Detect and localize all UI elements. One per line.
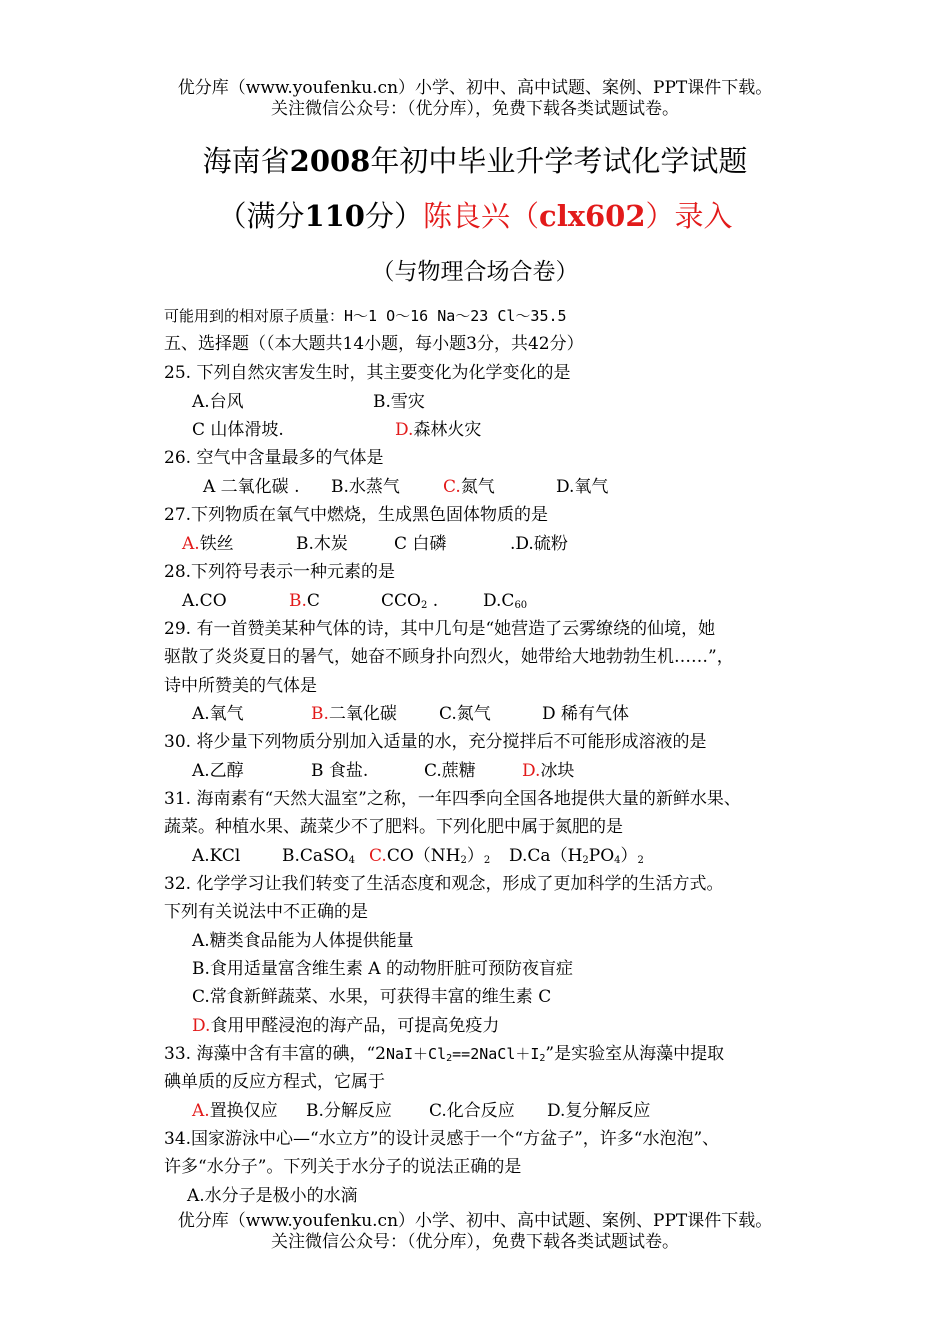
option-text: CO（NH — [386, 846, 461, 866]
question-26-option-b: B.水蒸气 — [331, 477, 400, 497]
stem-text: 33. 海藻中含有丰富的碘，“2 — [164, 1044, 386, 1064]
question-30-option-b: B 食盐. — [311, 761, 369, 781]
answer-letter: D. — [192, 1016, 211, 1036]
answer-letter: C. — [369, 846, 387, 866]
question-31-option-c — [369, 845, 490, 867]
question-28-option-c — [381, 590, 438, 612]
option-text: 氮气 — [460, 477, 495, 497]
option-text: 冰块 — [540, 761, 575, 781]
option-text: C — [306, 591, 320, 611]
option-text: PO — [588, 846, 615, 866]
question-27-option-a — [182, 533, 234, 555]
subtitle-part: 分） — [365, 199, 424, 233]
option-text: D.Ca（H — [509, 846, 583, 866]
question-29-stem-line-1: 29. 有一首赞美某种气体的诗，其中几句是“她营造了云雾缭绕的仙境，她 — [164, 619, 716, 639]
question-26-stem: 26. 空气中含量最多的气体是 — [164, 448, 384, 468]
question-29-option-b — [311, 703, 397, 725]
subscript: 2 — [539, 1053, 546, 1064]
question-29-option-c: C.氮气 — [439, 704, 491, 724]
question-33-option-a — [192, 1100, 278, 1122]
title-part: 海南省 — [202, 144, 290, 178]
question-30-option-c: C.蔗糖 — [424, 761, 476, 781]
question-32-option-b: B.食用适量富含维生素 A 的动物肝脏可预防夜盲症 — [192, 959, 573, 979]
question-28-option-d — [483, 590, 527, 612]
atomic-mass-text: 可能用到的相对原子质量：H～1 O～16 Na～23 Cl～35.5 — [164, 307, 567, 325]
question-25-option-d — [395, 419, 481, 441]
subtitle-part: （满分 — [217, 199, 305, 233]
option-text: ） — [620, 846, 638, 866]
option-text: 置换仅应 — [209, 1101, 278, 1121]
question-30-option-d — [522, 760, 574, 782]
stem-text: ”是实验室从海藻中提取 — [545, 1044, 725, 1064]
question-34-option-a: A.水分子是极小的水滴 — [187, 1186, 358, 1206]
question-25-stem: 25. 下列自然灾害发生时，其主要变化为化学变化的是 — [164, 363, 571, 383]
question-26-option-a: A 二氧化碳 . — [203, 477, 300, 497]
question-32-option-c: C.常食新鲜蔬菜、水果，可获得丰富的维生素 C — [192, 987, 552, 1007]
subscript: 60 — [514, 600, 528, 611]
question-32-stem-line-2: 下列有关说法中不正确的是 — [164, 902, 368, 922]
page-title — [0, 143, 950, 179]
option-text: D.C — [483, 591, 515, 611]
question-29-stem-line-3: 诗中所赞美的气体是 — [164, 676, 317, 696]
option-text: 铁丝 — [199, 534, 234, 554]
option-text: 二氧化碳 — [328, 704, 397, 724]
equation-part: NaI＋Cl — [385, 1045, 447, 1063]
question-33-option-d: D.复分解反应 — [547, 1101, 651, 1121]
subscript: 2 — [460, 855, 467, 866]
question-31-option-d — [509, 845, 644, 867]
editor-credit-end: ）录入 — [645, 199, 733, 233]
question-26-option-d: D.氧气 — [556, 477, 609, 497]
answer-letter: B. — [289, 591, 307, 611]
answer-letter: D. — [395, 420, 414, 440]
reaction-equation — [386, 1045, 545, 1063]
question-33-stem-line-1 — [164, 1043, 724, 1065]
question-31-option-a: A.KCl — [192, 846, 241, 866]
answer-letter: D. — [522, 761, 541, 781]
page-subtitle — [0, 198, 950, 234]
question-31-stem-line-2: 蔬菜。种植水果、蔬菜少不了肥料。下列化肥中属于氮肥的是 — [164, 817, 623, 837]
question-25-option-c: C 山体滑坡. — [192, 420, 284, 440]
question-27-option-d: .D.硫粉 — [510, 534, 568, 554]
title-part: 年初中毕业升学考试化学试题 — [370, 144, 748, 178]
question-30-stem: 30. 将少量下列物质分别加入适量的水，充分搅拌后不可能形成溶液的是 — [164, 732, 707, 752]
option-text: 森林火灾 — [413, 420, 482, 440]
question-31-stem-line-1: 31. 海南素有“天然大温室”之称，一年四季向全国各地提供大量的新鲜水果、 — [164, 789, 741, 809]
question-27-stem: 27.下列物质在氧气中燃烧，生成黑色固体物质的是 — [164, 505, 549, 525]
subscript: 2 — [637, 855, 644, 866]
question-28-option-b — [289, 590, 320, 612]
question-29-option-a: A.氧气 — [192, 704, 244, 724]
title-year: 2008 — [289, 144, 371, 178]
question-28-option-a: A.CO — [182, 591, 227, 611]
editor-credit: 陈良兴（ — [423, 199, 540, 233]
subscript: 4 — [614, 855, 621, 866]
option-text: . — [427, 591, 439, 611]
question-33-stem-line-2: 碘单质的反应方程式，它属于 — [164, 1072, 385, 1092]
question-33-option-c: C.化合反应 — [429, 1101, 515, 1121]
question-25-option-a: A.台风 — [192, 392, 244, 412]
footer-line-2: 关注微信公众号：（优分库），免费下载各类试题试卷。 — [271, 1232, 679, 1252]
answer-letter: C. — [443, 477, 461, 497]
subtitle-score: 110 — [304, 199, 365, 233]
answer-letter: B. — [311, 704, 329, 724]
option-text: 食用甲醛浸泡的海产品，可提高免疫力 — [210, 1016, 500, 1036]
subscript: 2 — [582, 855, 589, 866]
question-32-option-d — [192, 1015, 499, 1037]
subscript: 2 — [446, 1053, 453, 1064]
equation-part: ==2NaCl＋I — [452, 1045, 540, 1063]
question-29-stem-line-2: 驱散了炎炎夏日的暑气，她奋不顾身扑向烈火，她带给大地勃勃生机……”， — [164, 647, 734, 667]
section-heading: 五、选择题（（本大题共14小题，每小题3分，共42分） — [164, 334, 584, 354]
question-27-option-c: C 白磷 — [394, 534, 447, 554]
question-29-option-d: D 稀有气体 — [542, 704, 630, 724]
subscript: 4 — [348, 855, 355, 866]
option-text: ） — [466, 846, 484, 866]
subscript: 2 — [420, 600, 428, 611]
atomic-mass-line — [164, 305, 567, 327]
option-text: CCO — [381, 591, 421, 611]
question-33-option-b: B.分解反应 — [306, 1101, 392, 1121]
question-31-option-b — [282, 845, 355, 867]
question-26-option-c — [443, 476, 495, 498]
header-line-1: 优分库（www.youfenku.cn）小学、初中、高中试题、案例、PPT课件下载。 — [177, 78, 773, 98]
header-line-2: 关注微信公众号：（优分库），免费下载各类试题试卷。 — [271, 99, 679, 119]
answer-letter: A. — [192, 1101, 210, 1121]
answer-letter: A. — [182, 534, 200, 554]
question-32-option-a: A.糖类食品能为人体提供能量 — [192, 931, 414, 951]
question-25-option-b: B.雪灾 — [373, 392, 425, 412]
question-28-stem: 28.下列符号表示一种元素的是 — [164, 562, 396, 582]
footer-line-1: 优分库（www.youfenku.cn）小学、初中、高中试题、案例、PPT课件下载。 — [177, 1211, 773, 1231]
editor-code: clx602 — [539, 199, 646, 233]
exam-note: （与物理合场合卷） — [371, 259, 579, 285]
question-32-stem-line-1: 32. 化学学习让我们转变了生活态度和观念，形成了更加科学的生活方式。 — [164, 874, 724, 894]
question-30-option-a: A.乙醇 — [192, 761, 244, 781]
option-text: B.CaSO — [282, 846, 349, 866]
question-34-stem-line-2: 许多“水分子”。下列关于水分子的说法正确的是 — [164, 1157, 522, 1177]
question-34-stem-line-1: 34.国家游泳中心—“水立方”的设计灵感于一个“方盆子”，许多“水泡泡”、 — [164, 1129, 720, 1149]
subscript: 2 — [483, 855, 491, 866]
question-27-option-b: B.木炭 — [296, 534, 348, 554]
